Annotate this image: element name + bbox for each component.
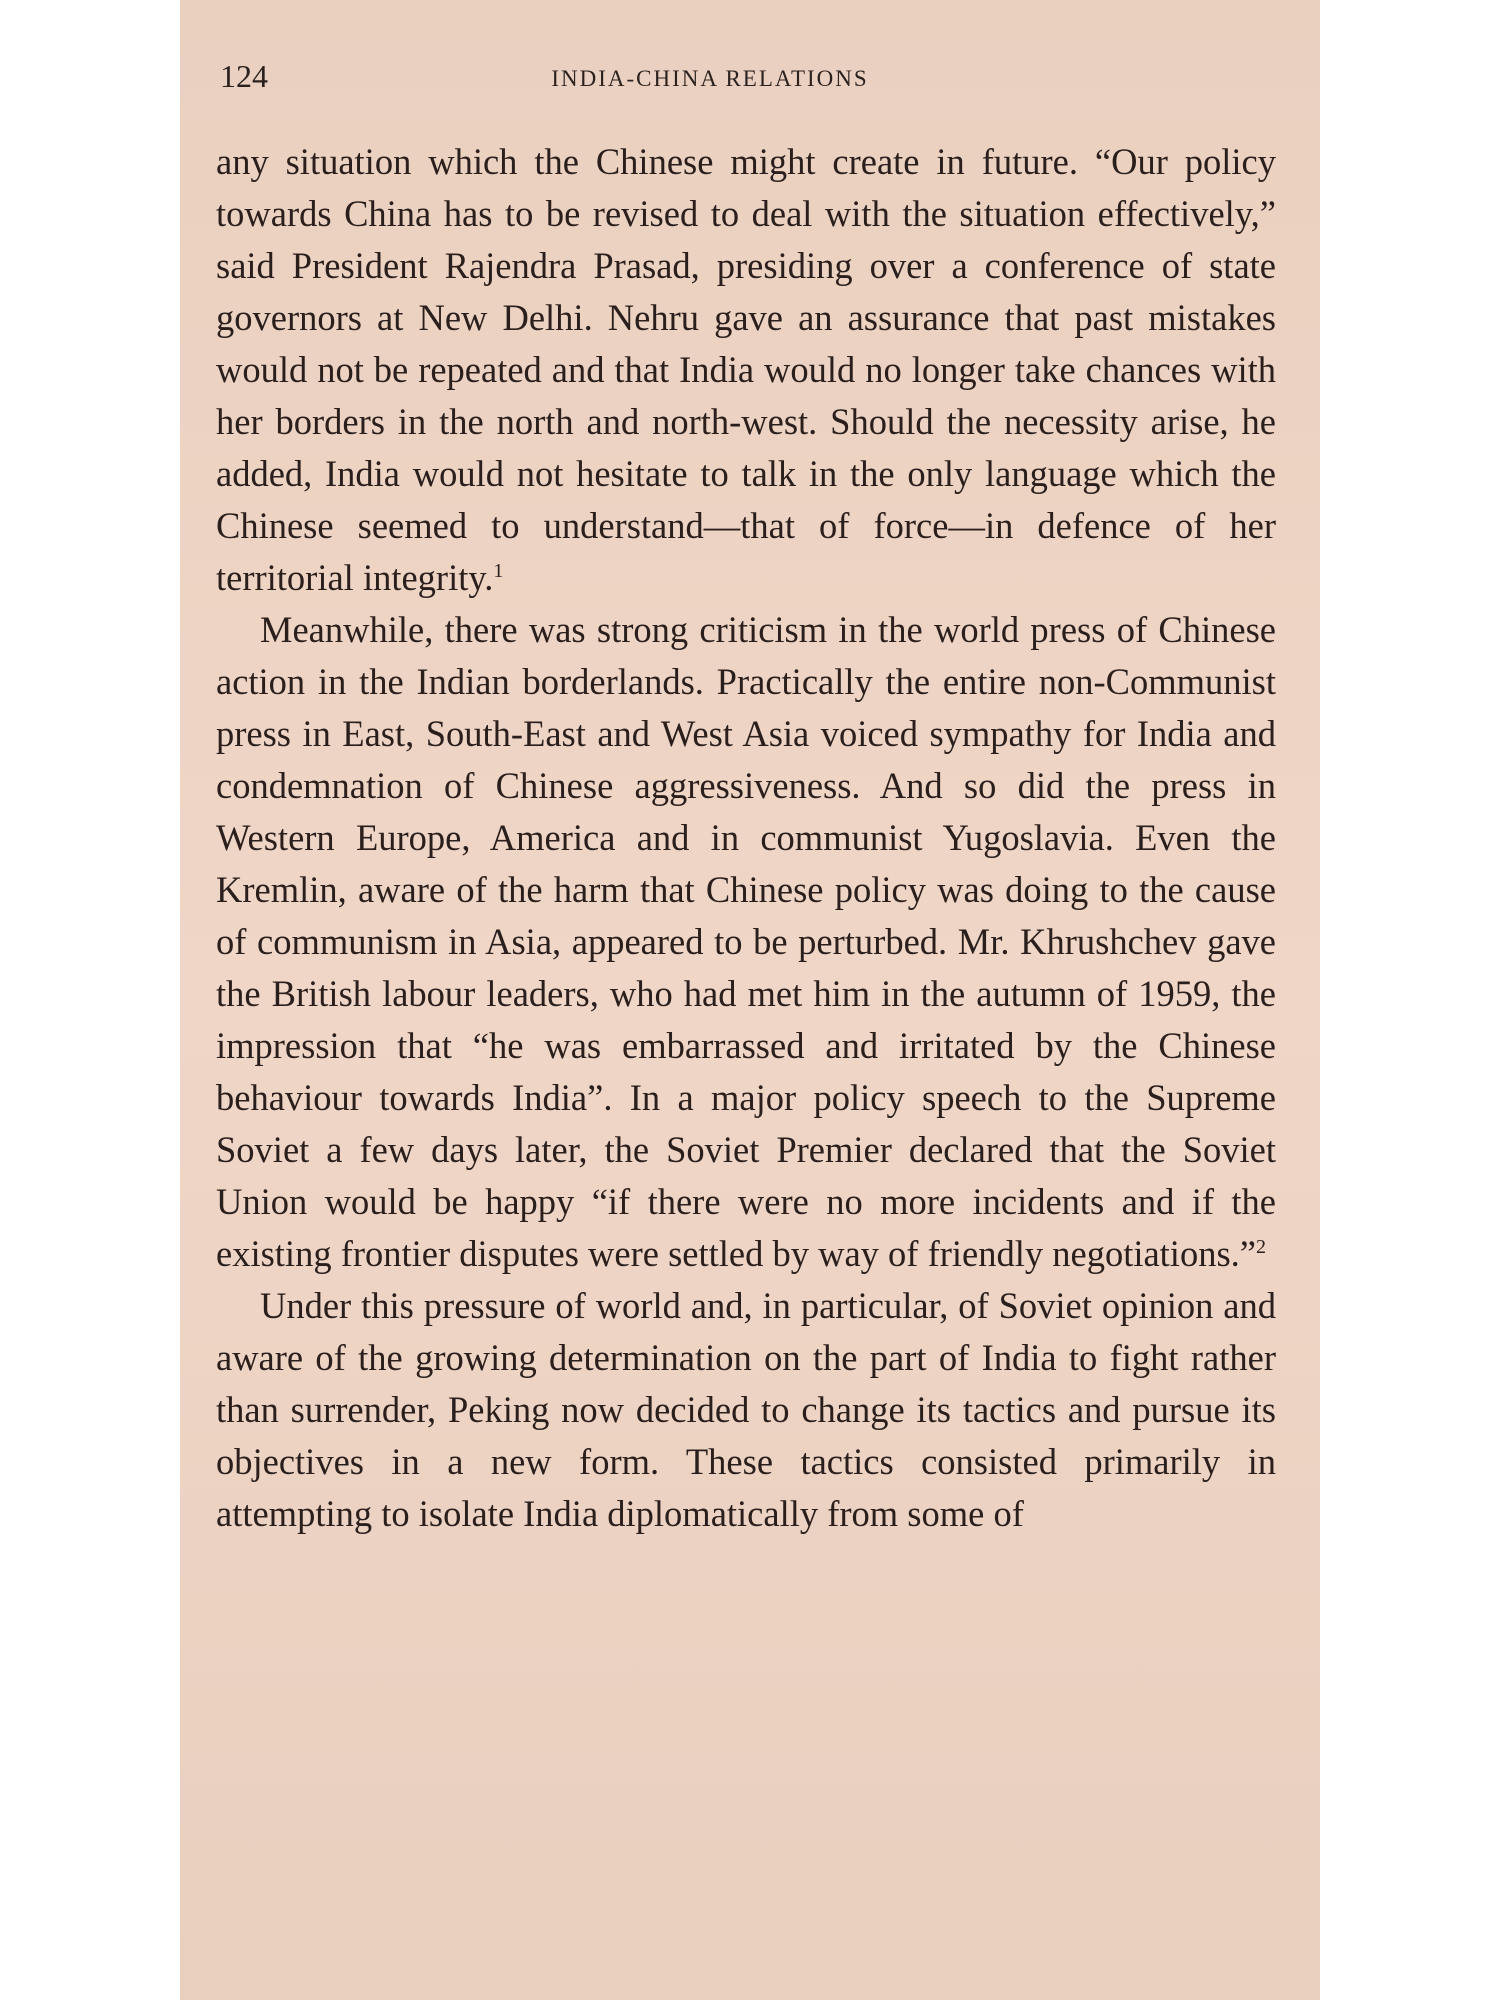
body-text xyxy=(216,136,1276,1540)
paragraph-1-text: any situation which the Chinese might create in future. “Our policy towards China has to be revised to deal with the situation effectively,” said President Rajendra Prasad, presiding over a conference of state governors at New Delhi. Nehru gave an assurance that past mistakes would not be repeated and that India would no longer take chances with her borders in the north and north-west. Should the necessity arise, he added, India would not hesitate to talk in the only language which the Chinese seemed to understand—that of force—in defence of her territorial integrity. xyxy=(216,141,1276,598)
book-page xyxy=(180,0,1320,2000)
paragraph-2 xyxy=(216,604,1276,1280)
footnote-marker-1: 1 xyxy=(493,559,504,582)
page-header xyxy=(220,58,1260,104)
paragraph-3 xyxy=(216,1280,1276,1540)
paragraph-2-text: Meanwhile, there was strong criticism in the world press of Chinese action in the Indian borderlands. Practically the entire non-Communist press in East, South-East and West Asia voiced sympathy for India and condemnation of Chinese aggressiveness. And so did the press in Western Europe, America and in communist Yugoslavia. Even the Kremlin, aware of the harm that Chinese policy was doing to the cause of communism in Asia, appeared to be perturbed. Mr. Khrushchev gave the British labour leaders, who had met him in the autumn of 1959, the impression that “he was embarrassed and irritated by the Chinese behaviour towards India”. In a major policy speech to the Supreme Soviet a few days later, the Soviet Premier declared that the Soviet Union would be happy “if there were no more incidents and if the existing frontier disputes were settled by way of friendly negotiations.” xyxy=(216,609,1276,1274)
footnote-marker-2: 2 xyxy=(1255,1235,1266,1258)
page-number: 124 xyxy=(220,58,268,94)
paragraph-3-text: Under this pressure of world and, in particular, of Soviet opinion and aware of the growing determination on the part of India to fight rather than surrender, Peking now decided to change its tactics and pursue its objectives in a new form. These tactics consisted primarily in attempting to isolate India diplomatically from some of xyxy=(216,1285,1276,1534)
running-head: INDIA-CHINA RELATIONS xyxy=(551,66,869,91)
paragraph-1 xyxy=(216,136,1276,604)
